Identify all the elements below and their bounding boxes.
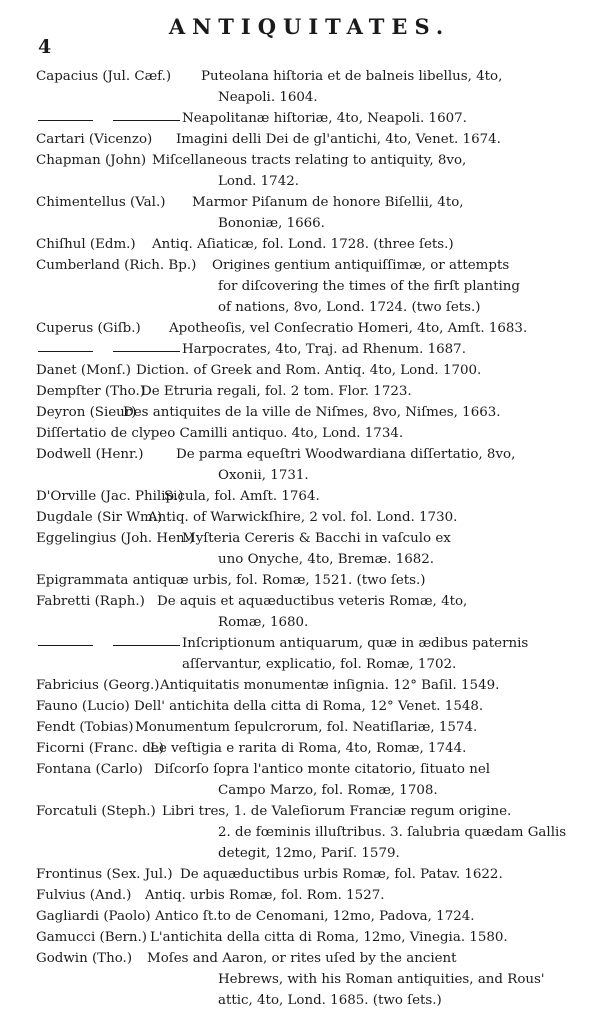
entry-title: Antiq. Aſiaticæ, fol. Lond. 1728. (three ſets.) bbox=[152, 237, 454, 252]
entry-author: Fendt (Tobias) bbox=[36, 720, 134, 735]
catalogue-entry bbox=[0, 66, 599, 87]
entry-author: Chimentellus (Val.) bbox=[36, 195, 166, 210]
entry-author: Fulvius (And.) bbox=[36, 888, 132, 903]
entry-continuation bbox=[0, 843, 599, 864]
entry-title: Harpocrates, 4to, Traj. ad Rhenum. 1687. bbox=[182, 342, 466, 357]
catalogue-entry bbox=[0, 507, 599, 528]
catalogue-entry bbox=[0, 675, 599, 696]
entry-title: Inſcriptionum antiquarum, quæ in ædibus paternis bbox=[182, 636, 529, 651]
ditto-rule bbox=[38, 120, 180, 122]
entry-author: Cuperus (Giſb.) bbox=[36, 321, 141, 336]
entry-author: Godwin (Tho.) bbox=[36, 951, 133, 966]
entry-title: Antiq. urbis Romæ, fol. Rom. 1527. bbox=[145, 888, 385, 903]
entry-continuation bbox=[0, 969, 599, 990]
entry-continuation-text: of nations, 8vo, Lond. 1724. (two ſets.) bbox=[218, 300, 481, 315]
catalogue-entry bbox=[0, 318, 599, 339]
entry-continuation-text: Neapoli. 1604. bbox=[218, 90, 318, 105]
entry-title: Sicula, fol. Amſt. 1764. bbox=[164, 489, 320, 504]
entry-continuation bbox=[0, 276, 599, 297]
entry-continuation bbox=[0, 213, 599, 234]
entry-list bbox=[0, 66, 599, 1011]
entry-continuation-text: aſſervantur, explicatio, fol. Romæ, 1702. bbox=[182, 657, 457, 672]
entry-continuation bbox=[0, 171, 599, 192]
entry-title: Moſes and Aaron, or rites uſed by the ancient bbox=[147, 951, 457, 966]
running-title: ANTIQUITATES. bbox=[168, 14, 451, 39]
catalogue-entry bbox=[0, 948, 599, 969]
entry-author: Fabricius (Georg.) bbox=[36, 678, 160, 693]
entry-author: Frontinus (Sex. Jul.) bbox=[36, 867, 173, 882]
entry-title: Dell' antichita della citta di Roma, 12° Venet. 1548. bbox=[134, 699, 484, 714]
entry-continuation-text: Bononiæ, 1666. bbox=[218, 216, 325, 231]
entry-continuation bbox=[0, 822, 599, 843]
entry-author: Dodwell (Henr.) bbox=[36, 447, 144, 462]
entry-continuation-text: attic, 4to, Lond. 1685. (two ſets.) bbox=[218, 993, 442, 1008]
catalogue-entry bbox=[0, 129, 599, 150]
catalogue-entry bbox=[0, 885, 599, 906]
catalogue-entry bbox=[0, 360, 599, 381]
entry-continuation-text: Campo Marzo, fol. Romæ, 1708. bbox=[218, 783, 438, 798]
entry-continuation-text: detegit, 12mo, Pariſ. 1579. bbox=[218, 846, 400, 861]
entry-continuation bbox=[0, 465, 599, 486]
catalogue-entry bbox=[0, 423, 599, 444]
entry-author: Capacius (Jul. Cæf.) bbox=[36, 69, 172, 84]
page-number: 4 bbox=[38, 36, 52, 58]
entry-title: Antiquitatis monumentæ inſignia. 12° Baſil. 1549. bbox=[160, 678, 500, 693]
catalogue-entry bbox=[0, 486, 599, 507]
entry-author: Forcatuli (Steph.) bbox=[36, 804, 156, 819]
entry-title: Imagini delli Dei de gl'antichi, 4to, Venet. 1674. bbox=[176, 132, 501, 147]
entry-author: Deyron (Sieur) bbox=[36, 405, 137, 420]
entry-title: Des antiquites de la ville de Niſmes, 8vo, Niſmes, 1663. bbox=[123, 405, 501, 420]
entry-title: Miſcellaneous tracts relating to antiquity, 8vo, bbox=[152, 153, 467, 168]
entry-continuation-text: 2. de fœminis illuſtribus. 3. ſalubria quædam Gallis bbox=[218, 825, 567, 840]
entry-continuation bbox=[0, 654, 599, 675]
catalogue-entry bbox=[0, 738, 599, 759]
entry-author: Cumberland (Rich. Bp.) bbox=[36, 258, 197, 273]
ditto-rule bbox=[38, 645, 180, 647]
entry-author: Gagliardi (Paolo) bbox=[36, 909, 151, 924]
entry-continuation-text: Romæ, 1680. bbox=[218, 615, 309, 630]
entry-title: Le veſtigia e rarita di Roma, 4to, Romæ, 1744. bbox=[150, 741, 467, 756]
catalogue-entry bbox=[0, 906, 599, 927]
catalogue-entry bbox=[0, 864, 599, 885]
entry-author: Eggelingius (Joh. Hen.) bbox=[36, 531, 195, 546]
entry-continuation-text: Hebrews, with his Roman antiquities, and Rous' bbox=[218, 972, 545, 987]
catalogue-entry bbox=[0, 717, 599, 738]
catalogue-entry bbox=[0, 591, 599, 612]
entry-title: De aquis et aquæductibus veteris Romæ, 4to, bbox=[157, 594, 468, 609]
catalogue-entry bbox=[0, 696, 599, 717]
entry-author: Diſſertatio de clypeo Camilli antiquo. 4to, Lond. 1734. bbox=[36, 426, 404, 441]
entry-author: Danet (Monſ.) bbox=[36, 363, 131, 378]
catalogue-entry bbox=[0, 192, 599, 213]
catalogue-entry bbox=[0, 927, 599, 948]
entry-author: Fauno (Lucio) bbox=[36, 699, 130, 714]
entry-continuation-text: Oxonii, 1731. bbox=[218, 468, 309, 483]
entry-title: Myſteria Cereris & Bacchi in vaſculo ex bbox=[182, 531, 451, 546]
catalogue-entry bbox=[0, 108, 599, 129]
catalogue-entry bbox=[0, 759, 599, 780]
entry-continuation-text: Lond. 1742. bbox=[218, 174, 299, 189]
catalogue-entry bbox=[0, 801, 599, 822]
catalogue-entry bbox=[0, 402, 599, 423]
entry-continuation-text: for diſcovering the times of the firſt planting bbox=[218, 279, 520, 294]
entry-title: Diſcorſo ſopra l'antico monte citatorio, ſituato nel bbox=[154, 762, 491, 777]
entry-author: Dempſter (Tho.) bbox=[36, 384, 145, 399]
catalogue-entry bbox=[0, 234, 599, 255]
entry-title: Marmor Piſanum de honore Biſellii, 4to, bbox=[192, 195, 464, 210]
entry-author: Dugdale (Sir Wm.) bbox=[36, 510, 163, 525]
ditto-rule bbox=[38, 351, 180, 353]
entry-author: Fontana (Carlo) bbox=[36, 762, 143, 777]
entry-title: Antico ſt.to de Cenomani, 12mo, Padova, 1724. bbox=[155, 909, 475, 924]
entry-title: Puteolana hiſtoria et de balneis libellus, 4to, bbox=[201, 69, 503, 84]
entry-author: Fabretti (Raph.) bbox=[36, 594, 145, 609]
entry-continuation bbox=[0, 780, 599, 801]
entry-continuation bbox=[0, 612, 599, 633]
entry-title: Apotheoſis, vel Conſecratio Homeri, 4to, Amſt. 1683. bbox=[169, 321, 528, 336]
catalogue-entry bbox=[0, 339, 599, 360]
entry-author: D'Orville (Jac. Philip.) bbox=[36, 489, 184, 504]
catalogue-entry bbox=[0, 633, 599, 654]
entry-title: De Etruria regali, fol. 2 tom. Flor. 1723. bbox=[141, 384, 412, 399]
entry-continuation-text: uno Onyche, 4to, Bremæ. 1682. bbox=[218, 552, 435, 567]
catalogue-entry bbox=[0, 255, 599, 276]
entry-title: Libri tres, 1. de Valeſiorum Franciæ regum origine. bbox=[162, 804, 512, 819]
catalogue-entry bbox=[0, 150, 599, 171]
entry-continuation bbox=[0, 549, 599, 570]
entry-author: Gamucci (Bern.) bbox=[36, 930, 148, 945]
entry-continuation bbox=[0, 297, 599, 318]
catalogue-entry bbox=[0, 570, 599, 591]
entry-title: Neapolitanæ hiſtoriæ, 4to, Neapoli. 1607. bbox=[182, 111, 467, 126]
entry-author: Cartari (Vicenzo) bbox=[36, 132, 153, 147]
entry-continuation bbox=[0, 990, 599, 1011]
entry-author: Chapman (John) bbox=[36, 153, 147, 168]
catalogue-entry bbox=[0, 444, 599, 465]
entry-author: Epigrammata antiquæ urbis, fol. Romæ, 1521. (two ſets.) bbox=[36, 573, 426, 588]
catalogue-entry bbox=[0, 528, 599, 549]
entry-title: Origines gentium antiquiſſimæ, or attempts bbox=[212, 258, 510, 273]
entry-title: Diction. of Greek and Rom. Antiq. 4to, Lond. 1700. bbox=[136, 363, 482, 378]
entry-title: De parma equeſtri Woodwardiana diſſertatio, 8vo, bbox=[176, 447, 516, 462]
entry-continuation bbox=[0, 87, 599, 108]
entry-title: Monumentum ſepulcrorum, fol. Neatiſlariæ, 1574. bbox=[135, 720, 478, 735]
entry-title: Antiq. of Warwickſhire, 2 vol. fol. Lond. 1730. bbox=[148, 510, 458, 525]
catalogue-entry bbox=[0, 381, 599, 402]
entry-author: Ficorni (Franc. de) bbox=[36, 741, 164, 756]
entry-author: Chiſhul (Edm.) bbox=[36, 237, 136, 252]
entry-title: De aquæductibus urbis Romæ, fol. Patav. 1622. bbox=[180, 867, 503, 882]
entry-title: L'antichita della citta di Roma, 12mo, Vinegia. 1580. bbox=[150, 930, 508, 945]
